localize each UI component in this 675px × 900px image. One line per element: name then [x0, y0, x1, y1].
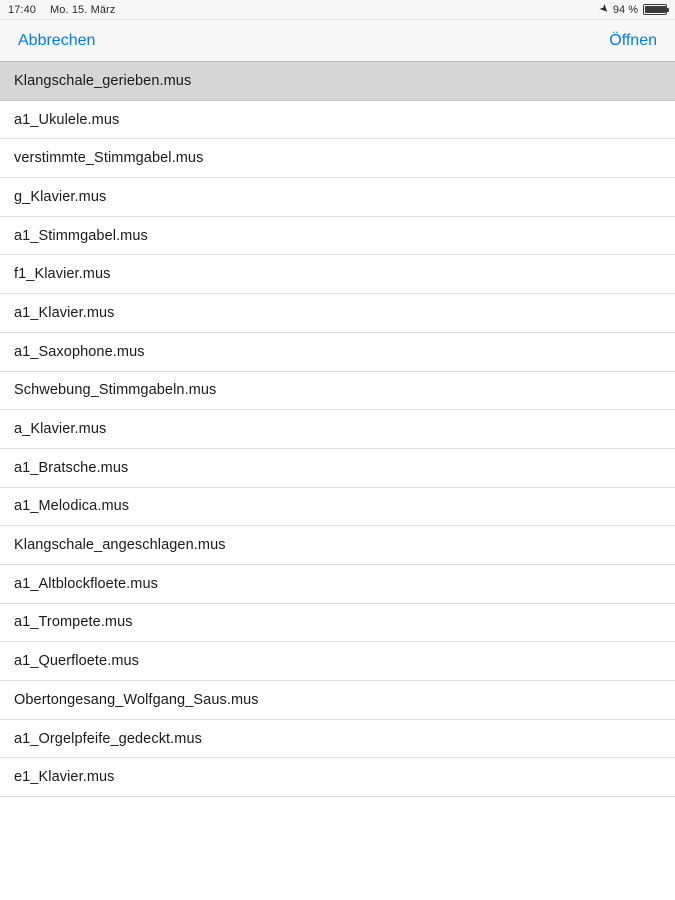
file-name-label: Schwebung_Stimmgabeln.mus — [14, 382, 217, 399]
file-list-item[interactable] — [0, 294, 675, 333]
file-name-label: a1_Orgelpfeife_gedeckt.mus — [14, 730, 202, 747]
file-name-label: a1_Melodica.mus — [14, 498, 130, 515]
open-button[interactable]: Öffnen — [607, 30, 659, 52]
battery-fill — [645, 6, 666, 13]
file-name-label: g_Klavier.mus — [14, 188, 107, 205]
file-list-item[interactable] — [0, 178, 675, 217]
file-name-label: Klangschale_gerieben.mus — [14, 72, 192, 89]
file-name-label: f1_Klavier.mus — [14, 266, 111, 283]
status-bar — [0, 0, 675, 20]
status-date: Mo. 15. März — [50, 3, 116, 16]
file-name-label: Klangschale_angeschlagen.mus — [14, 537, 226, 554]
file-list-item[interactable] — [0, 642, 675, 681]
file-name-label: a1_Querfloete.mus — [14, 653, 140, 670]
file-name-label: a1_Bratsche.mus — [14, 459, 129, 476]
file-list-item[interactable] — [0, 101, 675, 140]
file-name-label: verstimmte_Stimmgabel.mus — [14, 150, 204, 167]
file-list-item[interactable] — [0, 449, 675, 488]
file-name-label: a_Klavier.mus — [14, 421, 107, 438]
cancel-button[interactable]: Abbrechen — [16, 30, 97, 52]
file-name-label: a1_Ukulele.mus — [14, 111, 120, 128]
file-name-label: e1_Klavier.mus — [14, 769, 115, 786]
file-list-item[interactable] — [0, 681, 675, 720]
file-list-item[interactable] — [0, 604, 675, 643]
file-list-item[interactable] — [0, 565, 675, 604]
file-list-item[interactable] — [0, 139, 675, 178]
file-list-item[interactable] — [0, 488, 675, 527]
file-name-label: a1_Saxophone.mus — [14, 343, 145, 360]
file-list-item[interactable] — [0, 333, 675, 372]
airplane-mode-icon: ➤ — [596, 1, 612, 17]
file-list-item[interactable] — [0, 410, 675, 449]
battery-percent-label: 94 % — [612, 3, 638, 16]
status-bar-right — [596, 1, 667, 17]
file-list-item[interactable] — [0, 526, 675, 565]
file-list-item[interactable] — [0, 758, 675, 797]
status-time: 17:40 — [8, 3, 37, 16]
file-list-item[interactable] — [0, 720, 675, 759]
file-name-label: a1_Klavier.mus — [14, 304, 115, 321]
navigation-bar — [0, 20, 675, 62]
file-list-item[interactable] — [0, 217, 675, 256]
file-name-label: a1_Altblockfloete.mus — [14, 575, 158, 592]
file-list-item[interactable] — [0, 62, 675, 101]
status-bar-left — [8, 4, 115, 16]
file-name-label: a1_Trompete.mus — [14, 614, 133, 631]
file-list-item[interactable] — [0, 255, 675, 294]
battery-icon — [643, 4, 667, 15]
file-name-label: a1_Stimmgabel.mus — [14, 227, 148, 244]
file-list[interactable] — [0, 62, 675, 900]
file-list-item[interactable] — [0, 372, 675, 411]
file-name-label: Obertongesang_Wolfgang_Saus.mus — [14, 691, 259, 708]
